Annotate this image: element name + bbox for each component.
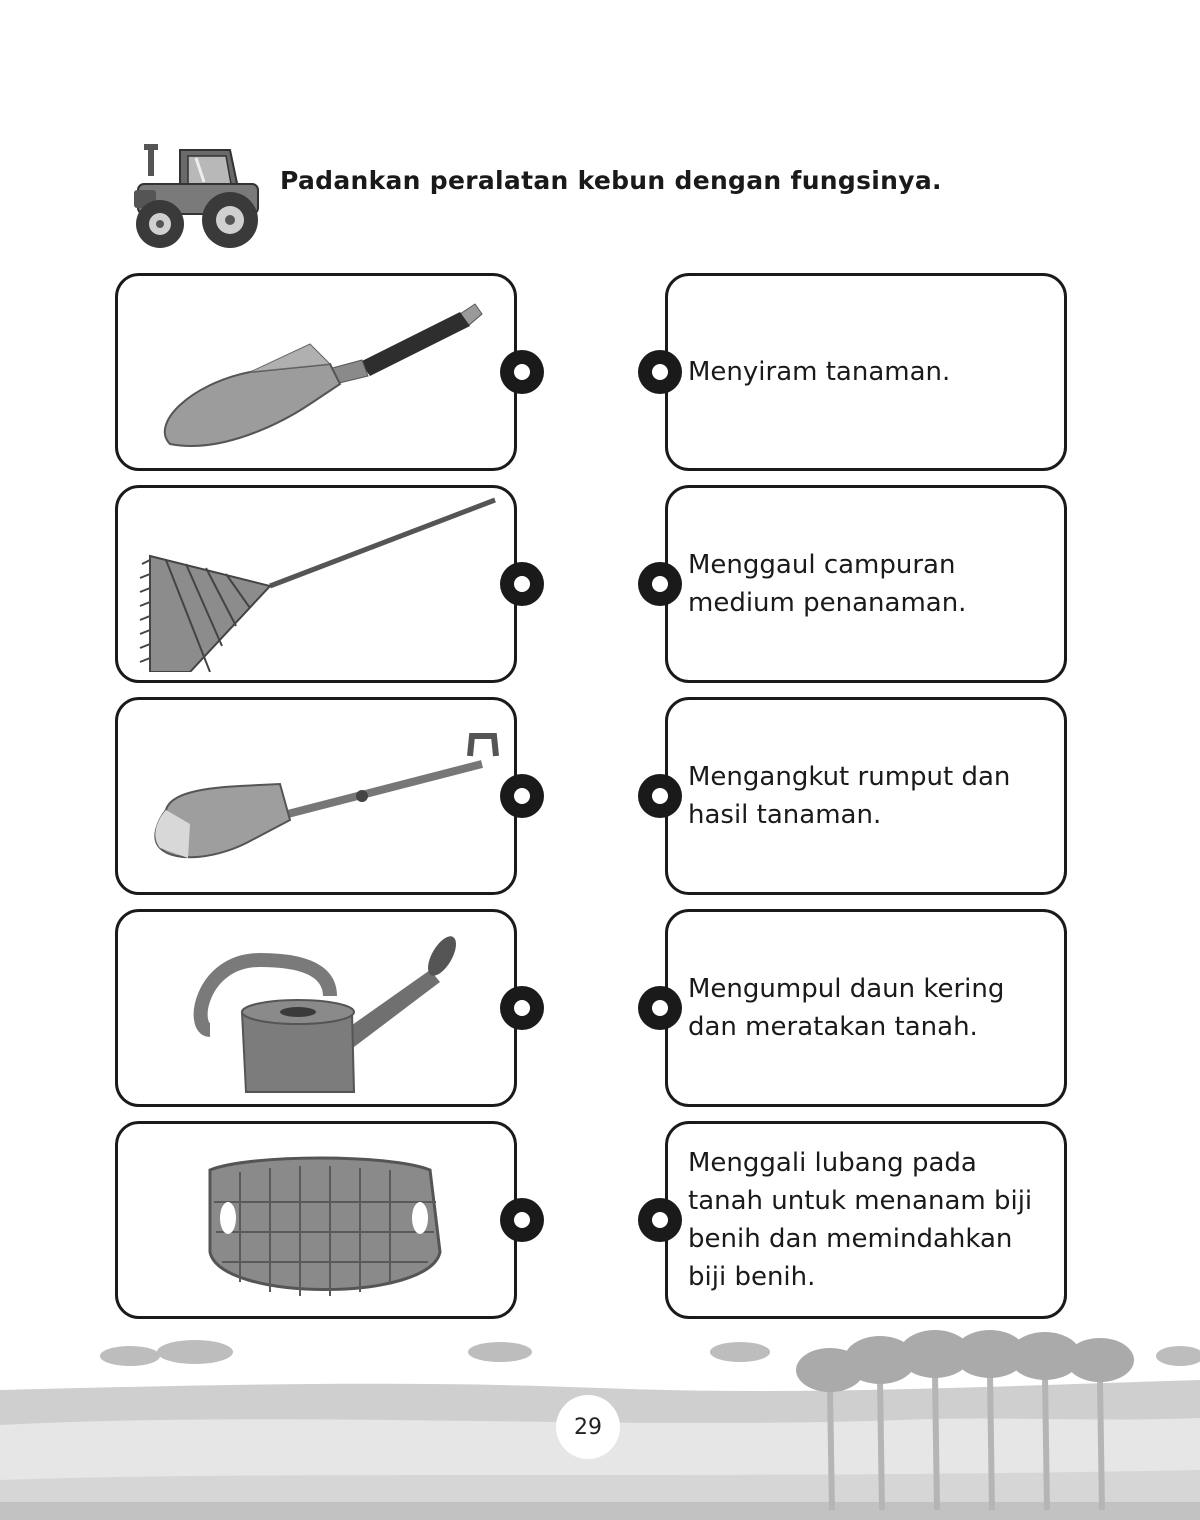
page-number: 29 (556, 1395, 620, 1459)
connector-dot[interactable] (500, 562, 544, 606)
connector-dot[interactable] (638, 774, 682, 818)
tool-card-rake[interactable] (115, 485, 517, 683)
connector-dot[interactable] (500, 350, 544, 394)
connector-dot[interactable] (500, 1198, 544, 1242)
connector-dot[interactable] (638, 350, 682, 394)
connector-dot[interactable] (638, 986, 682, 1030)
connector-dot[interactable] (500, 774, 544, 818)
trowel-image (130, 284, 504, 460)
basket-image (130, 1132, 504, 1308)
watering-can-image (130, 920, 504, 1096)
tool-card-spade[interactable] (115, 697, 517, 895)
tool-card-watering-can[interactable] (115, 909, 517, 1107)
function-card-5[interactable] (665, 1121, 1067, 1319)
function-text: Menyiram tanaman. (688, 357, 951, 387)
function-text: Mengumpul daun kering dan meratakan tanah. (688, 974, 1005, 1042)
connector-dot[interactable] (638, 1198, 682, 1242)
tool-card-basket[interactable] (115, 1121, 517, 1319)
connector-dot[interactable] (638, 562, 682, 606)
function-text: Menggali lubang pada tanah untuk menanam biji benih dan memindahkan biji benih. (688, 1148, 1033, 1292)
function-text: Mengangkut rumput dan hasil tanaman. (688, 762, 1011, 830)
function-card-3[interactable] (665, 697, 1067, 895)
rake-image (130, 496, 504, 672)
function-text: Menggaul campuran medium penanaman. (688, 550, 967, 618)
connector-dot[interactable] (500, 986, 544, 1030)
function-card-1[interactable] (665, 273, 1067, 471)
instruction-header (130, 140, 1090, 250)
spade-image (130, 708, 504, 884)
instruction-text: Padankan peralatan kebun dengan fungsinya. (280, 166, 942, 195)
function-card-2[interactable] (665, 485, 1067, 683)
function-card-4[interactable] (665, 909, 1067, 1107)
tool-card-trowel[interactable] (115, 273, 517, 471)
tractor-icon (130, 140, 265, 250)
